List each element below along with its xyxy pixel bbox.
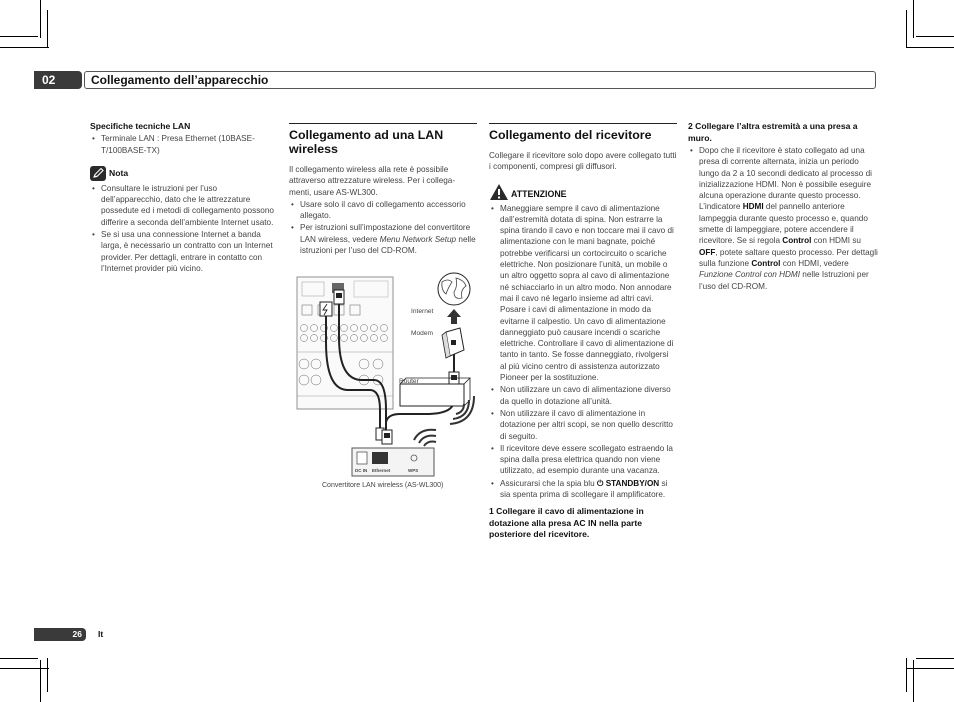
warning-bullet: • Non utilizzare un cavo di alimentazione diverso da quello in dotazione all’unità. [489,384,677,407]
standby-on-label: STANDBY/ON [605,478,660,488]
warning-bullet: • Assicurarsi che la spia blu ⏻ STANDBY/ON si sia spenta prima di scollegare il amplificatore. [489,478,677,501]
column-lan-spec [90,121,278,275]
off-label: OFF [699,247,716,257]
note-header [90,166,278,181]
crop-mark [47,10,48,48]
crop-mark [916,658,954,659]
crop-mark [0,668,49,669]
control-hdmi-reference: Funzione Control con HDMI [699,270,801,280]
note-bullet: • Se si usa una connessione Internet a banda larga, è necessario un contratto con un Internet provider. Per dettagli, entrare in contatto con l’Internet provider più vicino. [90,229,278,274]
wireless-connection-diagram [296,272,478,496]
wireless-lan-heading: Collegamento ad una LAN wireless [289,123,477,156]
step-1: 1 Collegare il cavo di alimentazione in dotazione alla presa AC IN nella parte posteriore del ricevitore. [489,506,644,540]
column-step-2 [688,121,878,293]
warning-bullet: • Maneggiare sempre il cavo di alimentazione dall’estremità dotata di spina. Non estrarre la spina tirando il cavo e non toccare mai il cavo di alimentazione con le mani bagnate, poiché potrebbe verificarsi un cortocircuito o scariche elettriche. Non posizionare l’unità, un mobile o un altro oggetto sopra al cavo di alimentazione né schiacciarlo in un altro modo. Non annodare mai il cavo né legarlo insieme ad altri cavi. Posare i cavi di alimentazione in modo da evitarne il calpestio. Un cavo di alimentazione danneggiato può causare incendi o scariche elettriche. Controllare il cavo di alimentazione di tanto in tanto. Se fosse danneggiato, rivolgersi al più vicino centro di assistenza autorizzato Pioneer per la sostituzione. [489,203,677,384]
warning-header [489,183,677,201]
crop-mark [913,0,914,38]
warning-heading: ATTENZIONE [511,189,567,200]
warning-bullet: • Il ricevitore deve essere scollegato estraendo la spina dalla presa elettrica quando non viene utilizzato, ad esempio durante una vacanza. [489,443,677,477]
upload-arrow-icon [447,309,461,324]
crop-mark [906,10,907,48]
column-receiver-connection [489,123,677,542]
diagram-caption: Convertitore LAN wireless (AS-WL300) [322,482,444,489]
crop-mark [0,47,49,48]
warning-bullet: • Non utilizzare il cavo di alimentazione in dotazione per altri scopi, se non quello descritto di seguito. [489,408,677,442]
note-heading: Nota [109,167,129,178]
wireless-bullet: • Usare solo il cavo di collegamento accessorio allegato. [289,199,477,222]
internet-globe-icon [438,273,470,305]
crop-mark [40,0,41,38]
crop-mark [916,36,954,37]
crop-mark [47,658,48,692]
control-label: Control [751,258,781,268]
step-2: 2 Collegare l’altra estremità a una presa a muro. [688,121,858,143]
crop-mark [0,658,38,659]
label-modem: Modem [411,330,433,337]
wifi-signal-icon [414,430,436,446]
power-plug-icon [320,302,332,316]
control-label: Control [782,236,812,246]
lan-spec-bullet: • Terminale LAN : Presa Ethernet (10BASE-T/100BASE-TX) [90,133,278,156]
label-internet: Internet [411,308,434,315]
language-code: It [98,629,104,639]
lan-spec-heading: Specifiche tecniche LAN [90,121,191,131]
label-router: Router [399,378,419,385]
chapter-number: 02 [34,71,82,89]
crop-mark [40,660,41,702]
crop-mark [913,660,914,702]
standby-power-icon: ⏻ [596,478,604,488]
chapter-title: Collegamento dell’apparecchio [84,71,876,89]
ethernet-plug-icon [334,290,344,304]
label-ethernet: Ethernet [372,468,391,473]
wireless-bullet: • Per istruzioni sull’impostazione del convertitore LAN wireless, vedere Menu Network Setup nelle istruzioni per l’uso del CD-ROM. [289,222,477,256]
menu-network-setup-reference: Menu Network Setup [379,234,457,244]
pencil-icon [90,166,106,181]
receiver-connection-heading: Collegamento del ricevitore [489,123,677,142]
page-number: 26 [34,628,86,641]
crop-mark [906,658,907,692]
wireless-lan-intro: Il collegamento wireless alla rete è possibile attraverso attrezzature wireless. Per i collega-menti, usare AS-WL300. [289,165,456,197]
label-dc-in: DC IN [355,468,368,473]
label-wps: WPS [408,468,419,473]
warning-triangle-icon [489,183,509,201]
crop-mark [0,36,38,37]
column-wireless-lan [289,123,477,257]
diagram-illustration [296,272,478,496]
receiver-connection-intro: Collegare il ricevitore solo dopo avere collegato tutti i componenti, compresi gli diffusori. [489,151,677,172]
note-bullet: • Consultare le istruzioni per l’uso dell’apparecchio, dato che le attrezzature possedute ed i metodi di collegamento possono differire a seconda dell’ambiente Internet usato. [90,183,278,228]
step-2-bullet: • Dopo che il ricevitore è stato collegato ad una presa di corrente alternata, inizia un periodo lungo da 2 a 10 secondi dedicato al processo di inizializzazione HDMI. Non è possibile eseguire alcuna operazione durante questo processo. L’indicatore HDMI del pannello anteriore lampeggia durante questo processo e, quando smette di lampeggiare, potere accendere il ricevitore. Se si regola Control con HDMI su OFF, potete saltare questo processo. Per dettagli sulla funzione Control con HDMI, vedere Funzione Control con HDMI nelle Istruzioni per l’uso del CD-ROM. [688,145,878,292]
hdmi-indicator-label: HDMI [742,202,764,212]
modem-icon [442,328,464,358]
crop-mark [906,47,954,48]
